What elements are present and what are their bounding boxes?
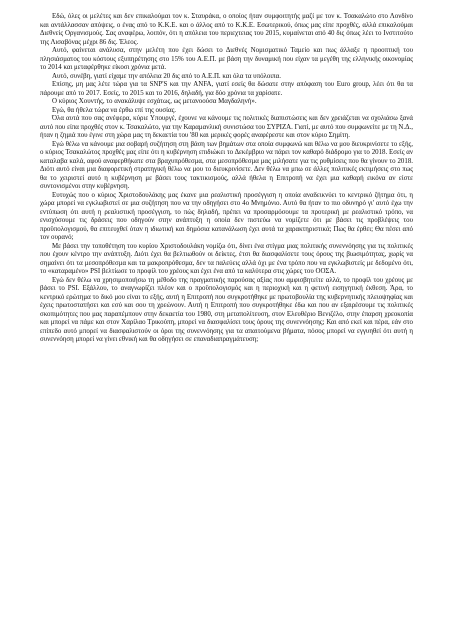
paragraph: Εδώ, όλες οι μελέτες και δεν επικαλούμαι τον κ. Σταυράκα, ο οποίος ήταν συμφοιτητής μαζί με τον κ. Τσακαλώτο στο Λονδίνο και αντάλλασσαν απόψεις, ο ένας από το Κ.Κ.Ε. και ο άλλος από το Κ.Κ.Ε. Εσωτερικού, όπως μας είπε προχθές, αλλά επικαλούμαι Διεθνείς Οργανισμούς. Σας αναφέρω, λοιπόν, ότι η απόλεια του περιεχτειας του 2015, κυμαίνεται από 40 δις όπως λέει το Ινστιτούτο της Λισαβόνας μέχρι 86 δις. Έλεος. xyxy=(40,13,413,46)
paragraph: Εγώ, θα ήθελα τώρα να έρθω επί της ουσίας. xyxy=(52,106,177,114)
paragraph: Ο κύριος Χουντής, το ανακάλυψε εσχάτως, ως μετανοούσα Μαγδαληνή». xyxy=(52,98,257,105)
paragraph: Όλα αυτά που σας ανέφερα, κύριε Υπουργέ, έχουνε να κάνουμε τις πολιτικές διαπιστώσεις και δεν χρειάζεται να σχολιάσω ξανά αυτό που είπα προχθές στον κ. Τσακαλώτο, για την Καραμανλική συνιστώσα του ΣΥΡΙΖΑ. Γιατί, με αυτό που συμφωνείτε με τη Ν.Δ., ήταν η ζημιά που έγινε στη χώρα μας τη δεκαετία του '80 και μερικές φορές αναφέρεστε και στον κύριο Σημίτη. xyxy=(40,115,413,139)
paragraph: Με βάσει την τοποθέτηση του κυρίου Χριστοδουλάκη νομίζω ότι, δίνει ένα στίγμα μιας πολιτικής συνεννόησης για τις πολιτικές που έχουν κέντρο την ανάπτυξη. Διότι έχει θα βελτιωθούν οι δείκτες, έτσι θα διασφαλίσετε τους όρους της βιωσιμότητας, χωρίς να σημαίνει ότι τα μεσοπρόθεσμα και τα μακροπρόθεσμα, δεν τα παλεύεις αλλά όχι με ένα τρόπο που να εγκλωβιστείς με δεδομένο ότι, το «καταραμένο» PSI βελτίωσε το προφίλ του χρέους και έχει ένα από τα καλύτερα στις χώρες του ΟΟΣΑ. xyxy=(40,242,413,275)
paragraph: Αυτό, συνέβη, γιατί είχαμε την απόλεια 20 δις από το Α.Ε.Π. και όλα τα υπόλοιπα. xyxy=(52,72,281,80)
paragraph: Εγώ δεν θέλω να χρησιμοποιήσω τη μέθοδο της πραγματικής παρούσας αξίας που αμφισβητείτε αλλά, το προφίλ του χρέους με βάσει το PSI. Εξάλλου, το αναγνωρίζει πλέον και ο προϋπολογισμός και η περιοχική και η φετινή εισηγητική έκθεση. Άρα, το κεντρικό ερώτημα το δικό μου είναι το εξής, αυτή η Επιτροπή που συγκροτήθηκε με πρωτοβουλία της κυβερνητικής πλειοψηφίας και έχεις πρωτοστατήσει και εσύ και σου τη χρεώνουν. Αυτή η Επιτροπή που συγκροτήθηκε έδω και που αν εξαιρέσουμε τις πολιτικές σκοπιμότητες που μας παραπέμπουν στην δεκαετία του 1980, στη μεταπολίτευση, στον Ελευθέριο Βενιζέλο, στην έπαρση χρεοκοπία και μπορεί να πάμε και στον Χαρίλαο Τρικούπη, μπορεί να διασφαλίσει τους όρους της συνεννόησης; Και από εκεί και πέρα, εάν στο επίπεδο αυτό μπορεί να διασφαλιστούν οι όροι της συνεννόησης για τα απαιτούμενα βήματα, πόσος μπορεί να εγγυηθεί ότι αυτή η συνεννόηση μπορεί να γίνει εθνική και θα οδηγήσει σε επαναδιαπραγμάτευση; xyxy=(40,276,413,343)
paragraph: Επίσης, μη μας λέτε τώρα για τα SNP'S και την ANFA, γιατί εσείς θα δώσατε στην απόφαση του Euro group, λέει ότι θα τα πάρουμε από το 2017. Εσείς, το 2015 και το 2016, δηλαδή, για δύο χρόνια τα χαρίσατε. xyxy=(40,81,413,97)
paragraph: Εγώ θέλω να κάνουμε μια σοβαρή συζήτηση στη βάση των βημάτων στα οποία συμφωνώ και θέλω να μου διευκρινίσετε το εξής, ο κύριος Τσακαλώτος προχθές μας είπε ότι η κυβέρνηση επιδιώκει το Δεκέμβριο να πάρει τον καθαρό διάδρομο για το 2018. Εσείς αν καταλαβα καλά, αφού αναφερθήκατε στα βραχυπρόθεσμα, στα μεσοπρόθεσμα μας μιλήσατε για τις ρυθμίσεις που θα γίνουν το 2018. Διότι αυτό είναι μια διαφορετική στρατηγική θέλω να μου το διευκρινίσετε. Δεν θέλω να μπω σε άλλες πολιτικές εκτιμήσεις στο πως θα το χειριστεί αυτό η κυβέρνηση με βάσει τους τακτικισμούς, αλλά ήθελα η Επιτροπή να έχει μια καθαρή εικόνα αν είστε συντονισμένοι στην κυβέρνηση. xyxy=(40,140,413,190)
paragraph: Ευτυχώς που ο κύριος Χριστοδουλάκης μας έκανε μια ρεαλιστική προσέγγιση η οποία αναδεικνύει το κεντρικό ζήτημα ότι, η χώρα μπορεί να εγκλωβιστεί σε μια συζήτηση που να την οδηγήσει στο 4ο Μνημόνιο. Αυτό θα ήταν το πιο οδυνηρό γι' αυτό έχω την εντύπωση ότι αυτή η ρεαλιστική προσέγγιση, το πώς δηλαδή, πρέπει να προσαρμόσουμε τα προτερική με ρεαλιστικό τρόπο, να ενισχύσουμε τις δράσεις που οδηγούν στην ανάπτυξη η οποία δεν πιστεύω να νομίζετε ότι με βάσει τις προβλέψεις του προϋπολογισμού, θα επιτευχθεί όταν η ιδιωτική και δημόσια κατανάλωση έχει αυτά τα χαρακτηριστικά; Πως θα έρθει; Θα πέσει από τον ουρανό; xyxy=(40,191,413,241)
paragraph: Αυτό, φαίνεται ανάλυσα, στην μελέτη που έχει δώσει το Διεθνές Νομισματικό Ταμείο και πως άλλαξε η προοπτική του πλησιάσματος του κόστους εξυπηρέτησης στο 15% του Α.Ε.Π. με βάση την δυναμική που είχαν τα μεγέθη της ελληνικής οικονομίας το 2014 και μεταφέρθηκε είκοσι χρόνια μετά. xyxy=(40,47,413,71)
